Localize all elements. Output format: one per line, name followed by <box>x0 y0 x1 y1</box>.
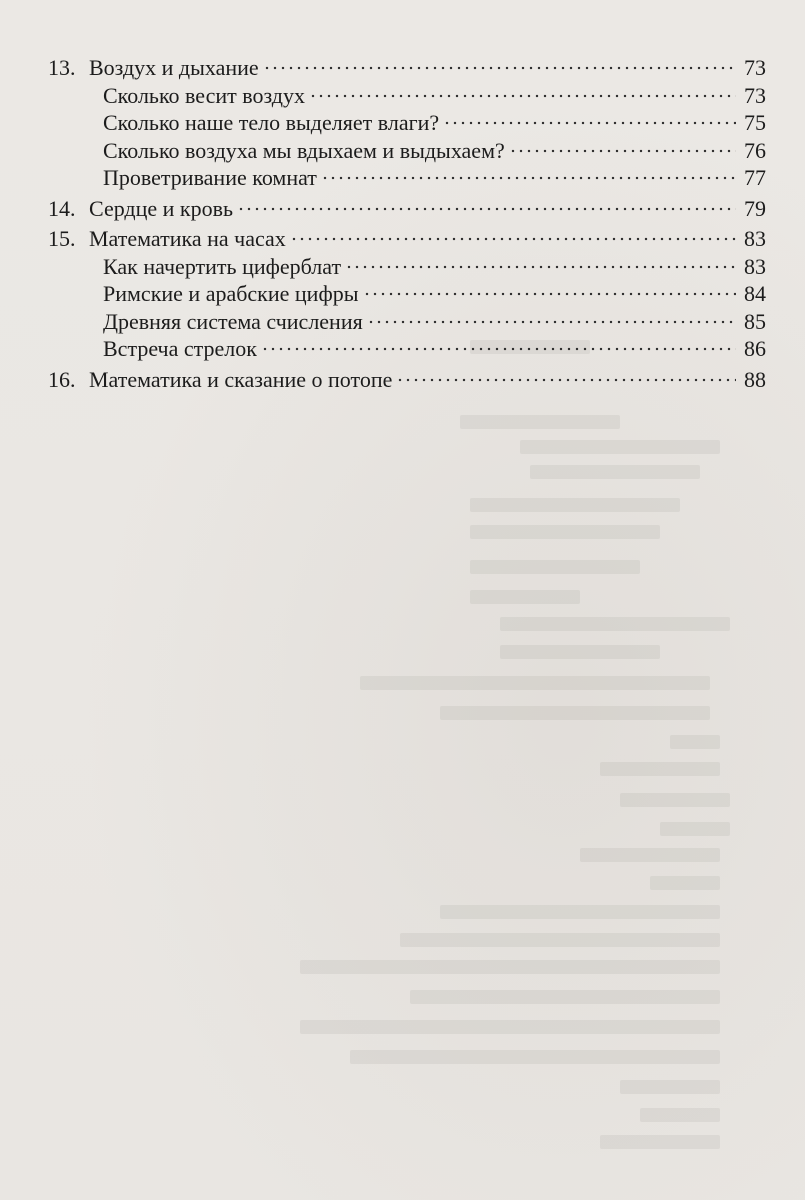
toc-entry-room-ventilation[interactable] <box>48 164 766 192</box>
dot-leader <box>321 176 736 180</box>
dot-leader <box>261 347 736 351</box>
dot-leader <box>443 121 736 125</box>
entry-title: Воздух и дыхание <box>89 55 259 80</box>
toc-entry-ancient-number-system[interactable] <box>48 308 766 336</box>
page-number: 88 <box>744 366 766 392</box>
dot-leader <box>363 292 737 296</box>
table-of-contents <box>48 54 766 393</box>
page-number: 86 <box>744 336 766 361</box>
entry-title: Встреча стрелок <box>103 336 257 361</box>
toc-entry-roman-arabic-numerals[interactable] <box>48 280 766 308</box>
entry-title: Древняя система счисления <box>103 308 363 334</box>
dot-leader <box>345 265 736 269</box>
chapter-number: 16. <box>48 366 76 392</box>
page-number: 73 <box>744 82 766 108</box>
toc-entry-chapter-13[interactable] <box>48 54 766 82</box>
dot-leader <box>396 378 736 382</box>
page-number: 83 <box>744 226 766 251</box>
toc-entry-breathing-volume[interactable] <box>48 137 766 165</box>
dot-leader <box>237 207 736 211</box>
page-number: 77 <box>744 165 766 190</box>
entry-title: Сердце и кровь <box>89 195 234 221</box>
page-number: 79 <box>744 195 766 221</box>
toc-entry-clock-hands-meeting[interactable] <box>48 335 766 363</box>
entry-title: Как начертить циферблат <box>103 253 342 279</box>
page-number: 85 <box>744 308 766 334</box>
toc-entry-chapter-14[interactable] <box>48 195 766 223</box>
dot-leader <box>367 320 736 324</box>
entry-title: Проветривание комнат <box>103 165 317 190</box>
page-number: 75 <box>744 110 766 135</box>
toc-entry-body-moisture[interactable] <box>48 109 766 137</box>
toc-entry-weight-of-air[interactable] <box>48 82 766 110</box>
toc-entry-chapter-16[interactable] <box>48 366 766 394</box>
entry-title: Римские и арабские цифры <box>103 281 359 306</box>
page-number: 76 <box>744 137 766 163</box>
chapter-number: 13. <box>48 55 76 80</box>
entry-title: Сколько наше тело выделяет влаги? <box>103 110 440 135</box>
entry-title: Сколько весит воздух <box>103 82 305 108</box>
entry-title: Математика на часах <box>89 226 286 251</box>
dot-leader <box>290 237 736 241</box>
page-number: 84 <box>744 281 766 306</box>
dot-leader <box>309 94 736 98</box>
page-number: 83 <box>744 253 766 279</box>
toc-entry-chapter-15[interactable] <box>48 225 766 253</box>
toc-entry-draw-clock-face[interactable] <box>48 253 766 281</box>
dot-leader <box>509 149 736 153</box>
entry-title: Математика и сказание о потопе <box>89 366 393 392</box>
chapter-number: 14. <box>48 195 76 221</box>
dot-leader <box>263 66 736 70</box>
page-number: 73 <box>744 55 766 80</box>
entry-title: Сколько воздуха мы вдыхаем и выдыхаем? <box>103 137 505 163</box>
chapter-number: 15. <box>48 226 76 251</box>
